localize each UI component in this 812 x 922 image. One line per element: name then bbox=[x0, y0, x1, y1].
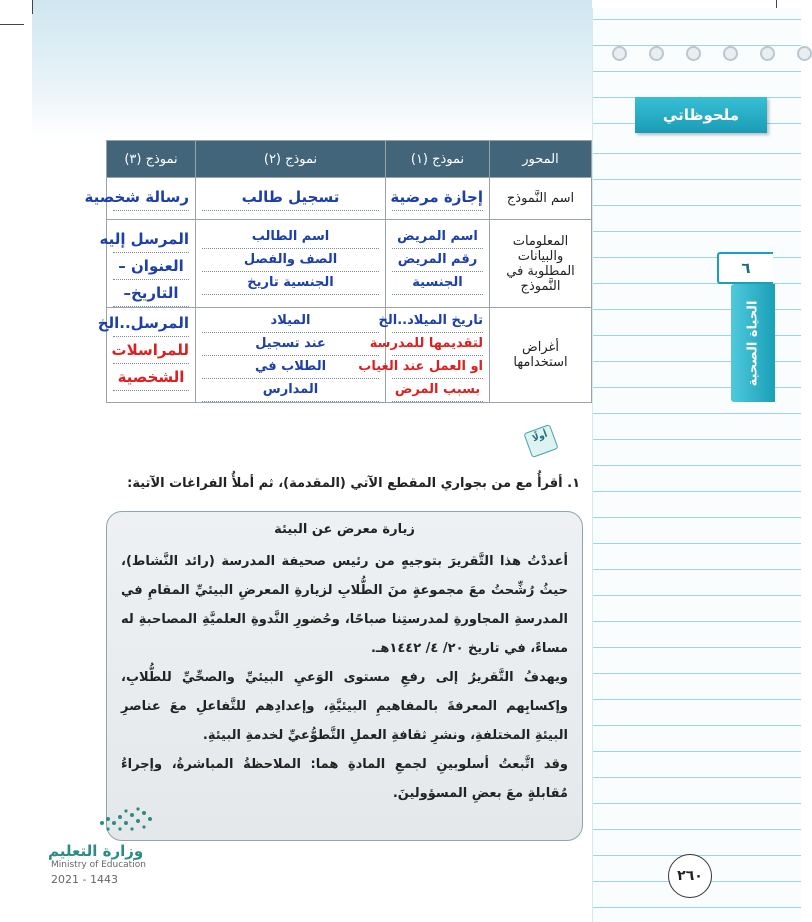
handwritten-answer: رقم المريض bbox=[392, 249, 483, 272]
ministry-name-english: Ministry of Education bbox=[51, 860, 146, 870]
notes-notebook bbox=[592, 8, 801, 922]
table-row bbox=[107, 308, 592, 403]
handwritten-answer: الجنسية bbox=[392, 272, 483, 295]
badge-label: أولًا bbox=[531, 429, 549, 445]
handwritten-answer: اسم المريض bbox=[392, 226, 483, 249]
ministry-name-arabic: وزارة التعليم bbox=[48, 842, 144, 860]
handwritten-answer: المرسل..الخ bbox=[113, 310, 189, 337]
table-cell bbox=[84, 178, 196, 220]
handwritten-answer: إجازة مرضية bbox=[392, 184, 483, 211]
table-cell bbox=[386, 178, 490, 220]
row-label: المعلومات والبيانات المطلوبة في النَّموذج bbox=[490, 220, 592, 308]
ring-hole-icon bbox=[760, 46, 775, 61]
row-label: اسم النَّموذج bbox=[490, 178, 592, 220]
exercise-instruction: ١. أقرأُ مع من بجواري المقطع الآتي (المقدمة)، ثم أملأُ الفراغات الآتية: bbox=[127, 476, 580, 491]
handwritten-answer: لتقديمها للمدرسة bbox=[392, 333, 483, 356]
table-cell bbox=[386, 220, 490, 308]
handwritten-answer: الطلاب في bbox=[202, 356, 379, 379]
unit-number-tab: ٦ bbox=[717, 252, 773, 284]
table-row bbox=[107, 220, 592, 308]
notes-tab: ملحوظاتي bbox=[635, 97, 767, 133]
header-model2: نموذج (٢) bbox=[196, 141, 386, 178]
handwritten-answer: الشخصية bbox=[113, 364, 189, 391]
handwritten-answer: اسم الطالب bbox=[202, 226, 379, 249]
ring-hole-icon bbox=[686, 46, 701, 61]
handwritten-answer: الصف والفصل bbox=[202, 249, 379, 272]
handwritten-answer: التاريخ– bbox=[113, 280, 189, 307]
table-cell bbox=[97, 308, 196, 403]
ring-hole-icon bbox=[649, 46, 664, 61]
crop-mark bbox=[32, 0, 33, 14]
header-model3: نموذج (٣) bbox=[107, 141, 196, 178]
passage-paragraph: وقد اتَّبعتُ أسلوبينِ لجمعِ المادةِ هما: الملاحظةُ المباشرةُ، وإجراءُ مُقابلةٍ معَ بعضِ المسؤولينَ. bbox=[121, 757, 568, 801]
edition-year: 2021 - 1443 bbox=[51, 873, 118, 886]
header-model1: نموذج (١) bbox=[386, 141, 490, 178]
table-header-row bbox=[107, 141, 592, 178]
passage-paragraph: ويهدفُ التَّقريرُ إلى رفعِ مستوى الوَعيِ البيئيِّ والصحِّيِّ للطُّلابِ، وإكسابِهم المعرفةَ بالمفاهيمِ البيئيَّةِ، وإعدادِهم للتَّفاعلِ معَ عناصرِ البيئةِ المختلفةِ، ونشرِ ثقافةِ العملِ التَّطوُّعيِّ لخدمةِ البيئةِ. bbox=[121, 670, 568, 743]
unit-title: الحياة الصحية bbox=[745, 300, 761, 386]
page-number: ٢٦٠ bbox=[668, 854, 712, 898]
handwritten-answer: او العمل عند الغياب bbox=[392, 356, 483, 379]
handwritten-answer: الجنسية تاريخ bbox=[202, 272, 379, 295]
ministry-logo-icon bbox=[96, 803, 156, 833]
passage-paragraph: أعددْتُ هذا التَّقريرَ بتوجيهٍ من رئيس صحيفة المدرسة (رائد النَّشاط)، حيثُ رُشِّحتُ معَ مجموعةٍ منَ الطُّلابِ لزيارةِ المعرضِ البيئيِّ المقامِ في المدرسةِ المجاورةِ لمدرستِنا صباحًا، وحُضورِ النَّدوةِ العلميَّةِ المصاحبةِ له مساءً، في تاريخ ٢٠/ ٤/ ١٤٤٢هـ. bbox=[121, 554, 568, 656]
handwritten-answer: العنوان – bbox=[113, 253, 189, 280]
header-axis: المحور bbox=[490, 141, 592, 178]
table-row bbox=[107, 178, 592, 220]
handwritten-answer: رسالة شخصية bbox=[113, 184, 189, 211]
table-cell bbox=[196, 220, 386, 308]
handwritten-answer: للمراسلات bbox=[113, 337, 189, 364]
page-header-band bbox=[32, 0, 592, 140]
handwritten-answer: الميلاد bbox=[202, 310, 379, 333]
handwritten-answer: المرسل إليه bbox=[113, 226, 189, 253]
row-label: أغراض استخدامها bbox=[490, 308, 592, 403]
notebook-holes bbox=[612, 46, 812, 61]
table-cell bbox=[196, 308, 386, 403]
ring-hole-icon bbox=[797, 46, 812, 61]
handwritten-answer: تاريخ الميلاد..الخ bbox=[392, 310, 483, 333]
passage-box bbox=[106, 511, 583, 841]
table-cell bbox=[99, 220, 196, 308]
passage-title: زيارة معرض عن البيئة bbox=[274, 522, 415, 537]
table-cell bbox=[358, 308, 490, 403]
handwritten-answer: تسجيل طالب bbox=[202, 184, 379, 211]
handwritten-answer: بسبب المرض bbox=[392, 379, 483, 402]
handwritten-answer: عند تسجيل bbox=[202, 333, 379, 356]
table-cell bbox=[196, 178, 386, 220]
crop-mark bbox=[0, 24, 24, 25]
section-first-badge bbox=[523, 425, 557, 455]
handwritten-answer: المدارس bbox=[202, 379, 379, 402]
unit-title-tab bbox=[731, 284, 775, 402]
models-table bbox=[84, 140, 592, 403]
ring-hole-icon bbox=[612, 46, 627, 61]
ring-hole-icon bbox=[723, 46, 738, 61]
